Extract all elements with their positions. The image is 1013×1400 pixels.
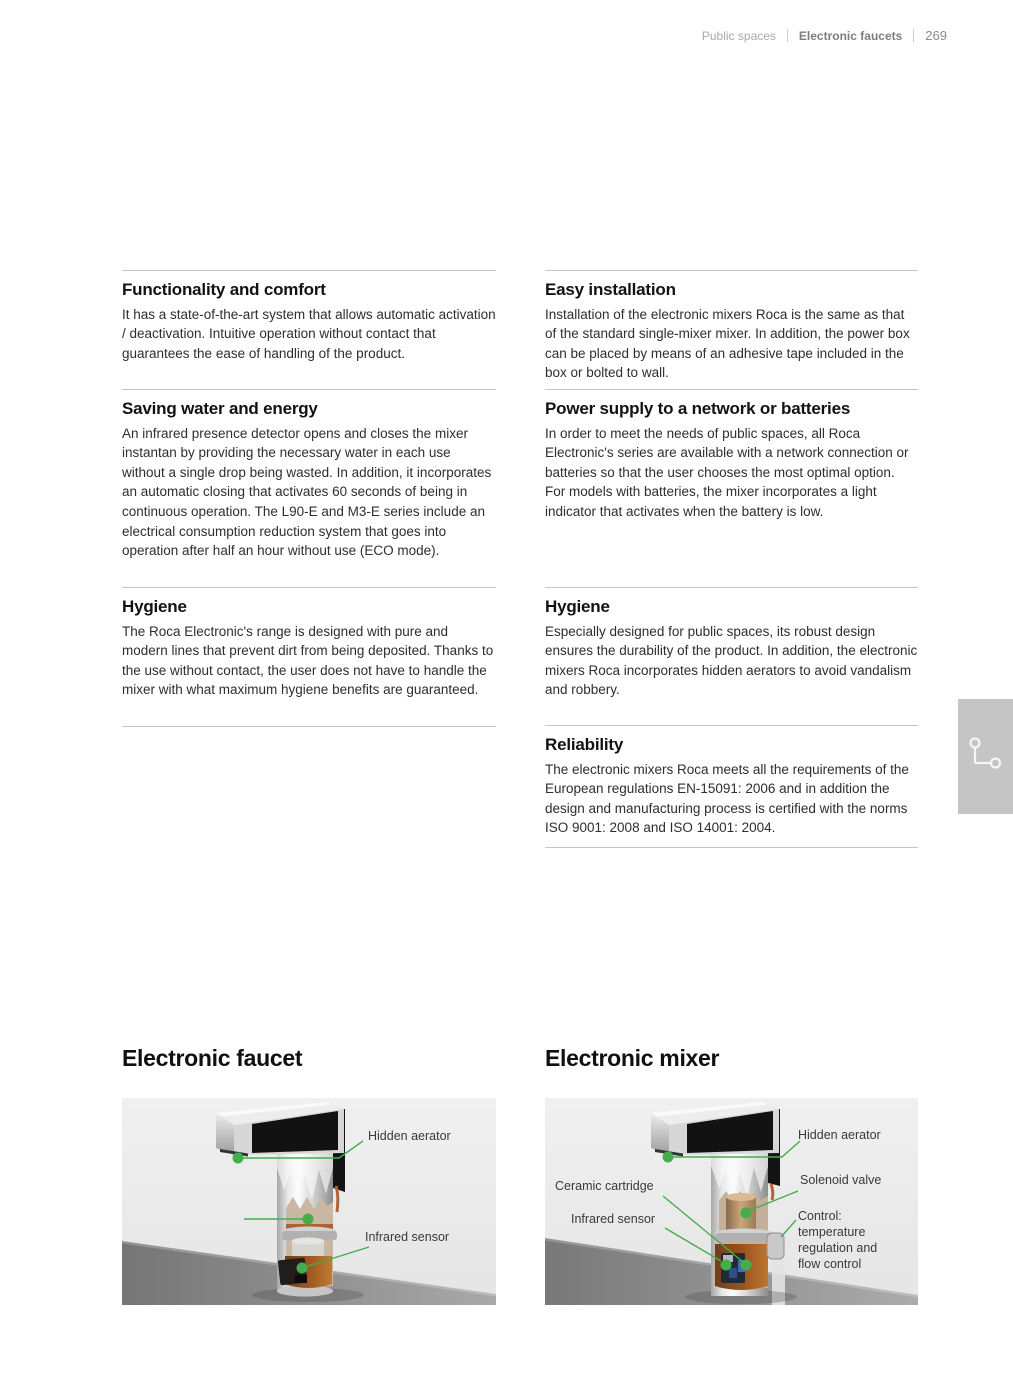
section-body: The electronic mixers Roca meets all the requirements of the European regulations EN-15091: 2006 and in addition the design and manufacturing process is certified with the norms ISO 9001: 2008 and ISO 14001: 2004. (545, 761, 909, 836)
text-column-left (122, 270, 496, 727)
callout-label-control: Control: temperature regulation and flow control (798, 1209, 878, 1271)
callout-label-ceramic-cartridge: Ceramic cartridge (555, 1179, 654, 1193)
section-title: Easy installation (545, 280, 676, 299)
product-title-electronic-mixer: Electronic mixer (545, 1045, 720, 1071)
section-title: Hygiene (545, 597, 610, 616)
callout-label-solenoid-valve: Solenoid valve (800, 1173, 882, 1187)
section-body: Especially designed for public spaces, its robust design ensures the durability of the product. In addition, the electronic mixers Roca incorporates hidden aerators to avoid vandalism and robbery. (545, 623, 918, 698)
section-functionality-and-comfort (122, 270, 496, 389)
section-title: Saving water and energy (122, 399, 318, 418)
section-power-supply (545, 389, 918, 587)
product-title-electronic-faucet: Electronic faucet (122, 1045, 303, 1071)
page-number: 269 (925, 28, 947, 43)
section-hygiene-right (545, 587, 918, 725)
section-saving-water-and-energy (122, 389, 496, 587)
breadcrumb-current: Electronic faucets (798, 28, 903, 43)
section-title: Hygiene (122, 597, 187, 616)
callout-label-hidden-aerator: Hidden aerator (798, 1128, 881, 1142)
callout-label-infrared-sensor: Infrared sensor (571, 1212, 656, 1226)
section-body: The Roca Electronic's range is designed with pure and modern lines that prevent dirt from being deposited. Thanks to the use without contact, the user does not have to handle the mixer with what maximum hygiene benefits are guaranteed. (122, 623, 494, 698)
section-hygiene-left (122, 587, 496, 727)
section-body: An infrared presence detector opens and closes the mixer instantan by providing the necessary water in each use without a single drop being wasted. In addition, it incorporates an automatic closing that activates 60 seconds of being in continuous operation. The L90-E and M3-E series include an electrical consumption reduction system that goes into operation after half an hour without use (ECO mode). (122, 425, 492, 559)
section-reliability (545, 725, 918, 848)
electronic-faucet-image (122, 1098, 496, 1305)
section-easy-installation (545, 270, 918, 389)
section-title: Reliability (545, 735, 624, 754)
section-title: Power supply to a network or batteries (545, 399, 851, 418)
breadcrumb-section: Public spaces (701, 28, 776, 43)
header-separator (787, 29, 788, 42)
callout-label-infrared-sensor: Infrared sensor (365, 1230, 450, 1244)
section-title: Functionality and comfort (122, 280, 326, 299)
faucet-icon (962, 731, 1009, 781)
page-header (702, 28, 947, 43)
callout-label-hidden-aerator: Hidden aerator (368, 1129, 451, 1143)
electronic-mixer-image (545, 1098, 918, 1305)
text-column-right (545, 270, 918, 848)
section-body: It has a state-of-the-art system that allows automatic activation / deactivation. Intuitive operation without contact that guarantees the ease of handling of the product. (122, 306, 496, 361)
section-body: Installation of the electronic mixers Roca is the same as that of the standard single-mixer mixer. In addition, the power box can be placed by means of an adhesive tape included in the box or bolted to wall. (545, 306, 910, 381)
chapter-side-tab (958, 699, 1013, 814)
header-separator (913, 29, 914, 42)
section-body: In order to meet the needs of public spaces, all Roca Electronic's series are available with a network connection or batteries so that the user chooses the most optimal option. For models with batteries, the mixer incorporates a light indicator that activates when the battery is low. (545, 425, 909, 519)
